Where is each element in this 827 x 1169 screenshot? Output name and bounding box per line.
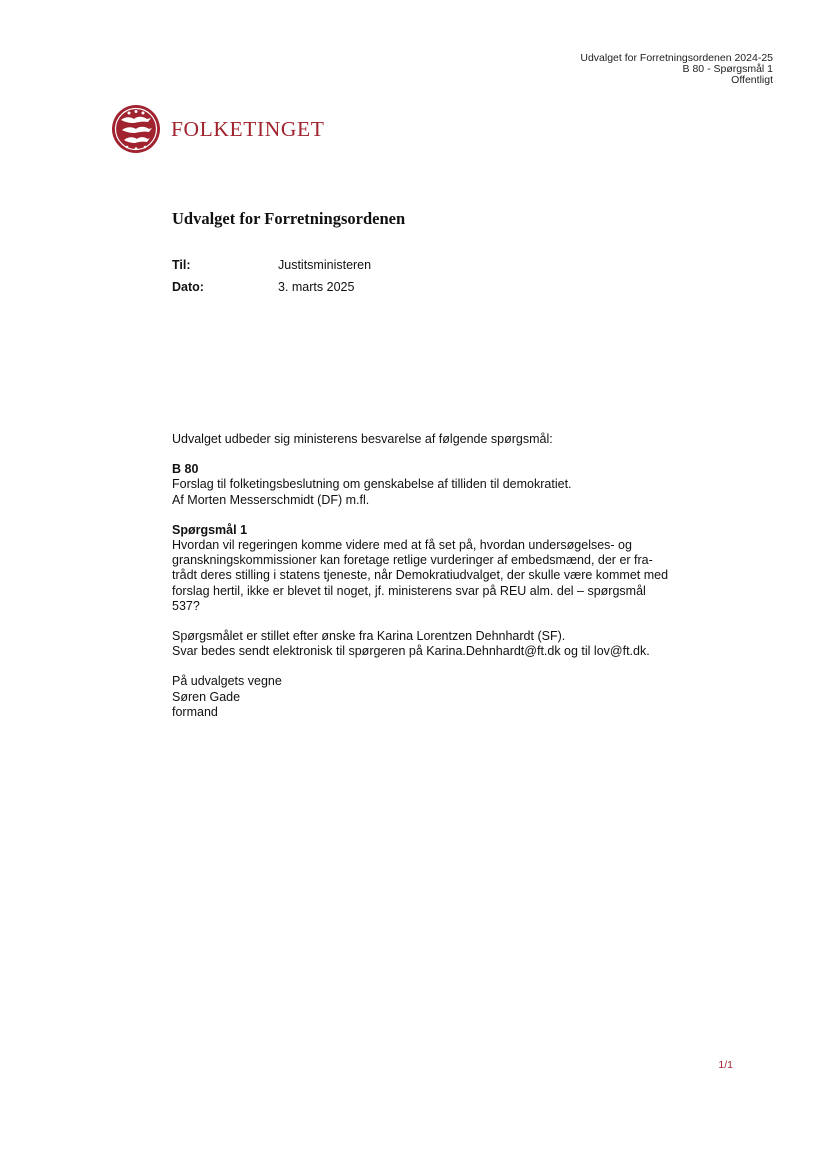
question-line: Hvordan vil regeringen komme videre med at få set på, hvordan undersøgelses- og [172,538,632,553]
recipient-label: Til: [172,258,191,272]
requester-note: Spørgsmålet er stillet efter ønske fra Karina Lorentzen Dehnhardt (SF). [172,629,566,644]
reply-instructions: Svar bedes sendt elektronisk til spørgeren på Karina.Dehnhardt@ft.dk og til lov@ft.dk. [172,644,650,659]
case-authors: Af Morten Messerschmidt (DF) m.fl. [172,492,370,507]
question-line: granskningskommissioner kan foretage retlige vurderinger af embedsmænd, der er fra- [172,553,653,568]
question-line: 537? [172,598,200,613]
signature-name: Søren Gade [172,689,241,704]
header-status-line: Offentligt [731,74,773,86]
page-number: 1/1 [718,1059,733,1071]
folketinget-logo [110,103,325,155]
signature-role: formand [172,704,218,719]
date-value: 3. marts 2025 [278,280,355,294]
case-description: Forslag til folketingsbeslutning om genskabelse af tilliden til demokratiet. [172,477,572,492]
committee-title: Udvalget for Forretningsordenen [172,209,406,228]
document-header [580,53,773,86]
date-label: Dato: [172,280,204,294]
header-case-line: B 80 - Spørgsmål 1 [682,63,773,75]
recipient-value: Justitsministeren [278,258,372,272]
header-committee-line: Udvalget for Forretningsordenen 2024-25 [580,52,773,64]
question-line: trådt deres stilling i statens tjeneste, når Demokratiudvalget, der skulle være kommet med [172,568,669,583]
signature-line: På udvalgets vegne [172,674,282,689]
question-heading: Spørgsmål 1 [172,522,248,537]
letter-body [172,432,672,720]
folketinget-crest-icon [110,103,162,155]
logo-wordmark: FOLKETINGET [171,116,325,141]
case-heading: B 80 [172,462,199,477]
intro-text: Udvalget udbeder sig ministerens besvarelse af følgende spørgsmål: [172,432,553,446]
question-line: forslag hertil, ikke er blevet til noget, jf. ministerens svar på REU alm. del – spørgsmål [172,583,646,598]
